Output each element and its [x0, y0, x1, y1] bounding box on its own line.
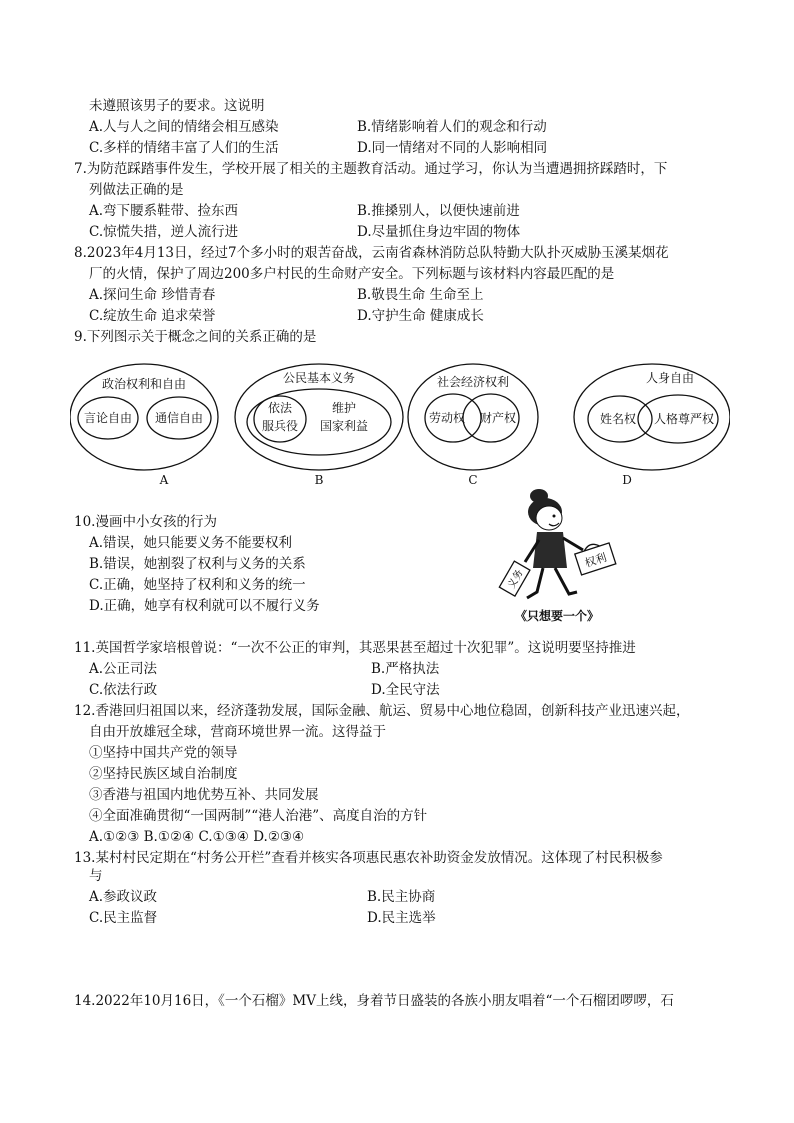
q7-option-d: D.尽量抓住身边牢固的物体: [357, 224, 521, 240]
q6-option-d: D.同一情绪对不同的人影响相同: [357, 140, 548, 156]
q10-cartoon: [497, 488, 619, 628]
q10-option-c: C.正确，她坚持了权利和义务的统一: [89, 577, 306, 593]
q13-option-a: A.参政议政: [89, 889, 158, 905]
q7-stem-line2: 列做法正确的是: [89, 182, 184, 198]
q11-option-d: D.全民守法: [371, 682, 440, 698]
diagram-c-inner1-label: 劳动权: [428, 411, 466, 425]
q13-option-b: B.民主协商: [367, 889, 436, 905]
q10-stem: 10.漫画中小女孩的行为: [74, 514, 217, 530]
q8-option-a: A.探问生命 珍惜青春: [89, 287, 216, 303]
cartoon-body: [533, 532, 567, 568]
q6-option-c: C.多样的情绪丰富了人们的生活: [89, 140, 279, 156]
q6-option-b: B.情绪影响着人们的观念和行动: [357, 119, 547, 135]
cartoon-eye: [553, 515, 556, 518]
q10-option-a: A.错误，她只能要义务不能要权利: [89, 535, 293, 551]
q9-stem: 9.下列图示关于概念之间的关系正确的是: [74, 329, 317, 345]
diagram-d-inner1-label: 姓名权: [599, 412, 637, 426]
q12-statement-1: ①坚持中国共产党的领导: [89, 745, 238, 761]
cartoon-leg-back: [527, 568, 543, 598]
q8-option-d: D.守护生命 健康成长: [357, 308, 484, 324]
q7-stem-line1: 7.为防范踩踏事件发生，学校开展了相关的主题教育活动。通过学习，你认为当遭遇拥挤踩踏时，下: [74, 161, 668, 177]
q8-option-c: C.绽放生命 追求荣誉: [89, 308, 216, 324]
diagram-a-letter: A: [159, 473, 169, 487]
q12-choices: A.①②③ B.①②④ C.①③④ D.②③④: [89, 829, 305, 845]
q7-option-c: C.惊慌失措，逆人流行进: [89, 224, 239, 240]
q13-stem-line2: 与: [89, 868, 103, 884]
q9-diagrams: [70, 362, 730, 490]
diagram-b-letter: B: [314, 473, 324, 487]
diagram-b-inner1a-label: 依法: [267, 401, 293, 415]
diagram-a-outer-label: 政治权利和自由: [101, 377, 187, 391]
q12-statement-2: ②坚持民族区域自治制度: [89, 766, 238, 782]
cartoon-leg-front: [555, 568, 577, 594]
q7-option-a: A.弯下腰系鞋带、捡东西: [89, 203, 239, 219]
diagram-a-inner2-label: 通信自由: [154, 411, 204, 425]
q12-statement-3: ③香港与祖国内地优势互补、共同发展: [89, 787, 319, 803]
q11-option-c: C.依法行政: [89, 682, 158, 698]
q12-statement-4: ④全面准确贯彻“一国两制”“港人治港”、高度自治的方针: [89, 808, 428, 824]
diagram-c-inner2-label: 财产权: [479, 411, 517, 425]
cartoon-bag-right-label: 权利: [583, 550, 609, 570]
q10-option-d: D.正确，她享有权利就可以不履行义务: [89, 598, 320, 614]
diagram-b-inner2b-label: 国家利益: [319, 419, 369, 433]
q10-option-b: B.错误，她割裂了权利与义务的关系: [89, 556, 306, 572]
q14-stem-line1: 14.2022年10月16日，《一个石榴》MV上线，身着节日盛装的各族小朋友唱着“一个石榴团啰啰，石: [74, 993, 674, 1009]
diagram-b-outer-label: 公民基本义务: [282, 371, 356, 385]
cartoon-caption: 《只想要一个》: [514, 609, 600, 623]
diagram-b-inner1b-label: 服兵役: [261, 419, 299, 433]
q11-option-b: B.严格执法: [371, 661, 440, 677]
diagram-b-inner2a-label: 维护: [331, 401, 357, 415]
diagram-d-inner2-label: 人格尊严权: [653, 412, 715, 426]
diagram-c-outer-label: 社会经济权利: [436, 375, 510, 389]
q8-stem-line2: 厂的火情，保护了周边200多户村民的生命财产安全。下列标题与该材料内容最匹配的是: [89, 266, 615, 282]
q11-option-a: A.公正司法: [89, 661, 158, 677]
q13-option-d: D.民主选举: [367, 910, 436, 926]
diagram-d-letter: D: [622, 473, 632, 487]
diagram-d-outer-label: 人身自由: [645, 371, 695, 385]
q6-option-a: A.人与人之间的情绪会相互感染: [89, 119, 279, 135]
q13-option-c: C.民主监督: [89, 910, 158, 926]
diagram-c-letter: C: [468, 473, 478, 487]
q7-option-b: B.推搡别人，以便快速前进: [357, 203, 520, 219]
cartoon-bag-left-label: 义务: [506, 567, 526, 591]
cartoon-arm-right: [563, 538, 583, 550]
q12-stem-line2: 自由开放雄冠全球，营商环境世界一流。这得益于: [89, 724, 386, 740]
q11-stem: 11.英国哲学家培根曾说：“一次不公正的审判，其恶果甚至超过十次犯罪”。这说明要坚持推进: [74, 640, 636, 656]
q8-stem-line1: 8.2023年4月13日，经过7个多小时的艰苦奋战，云南省森林消防总队特勤大队扑灭威胁玉溪某烟花: [74, 245, 669, 261]
q12-stem-line1: 12.香港回归祖国以来，经济蓬勃发展，国际金融、航运、贸易中心地位稳固，创新科技产业迅速兴起，: [74, 703, 690, 719]
q8-option-b: B.敬畏生命 生命至上: [357, 287, 484, 303]
diagram-a-inner1-label: 言论自由: [83, 411, 133, 425]
q6-tail: 未遵照该男子的要求。这说明: [89, 98, 265, 114]
q13-stem-line1: 13.某村村民定期在“村务公开栏”查看并核实各项惠民惠农补助资金发放情况。这体现了村民积极参: [74, 850, 663, 866]
cartoon-face: [536, 506, 562, 530]
